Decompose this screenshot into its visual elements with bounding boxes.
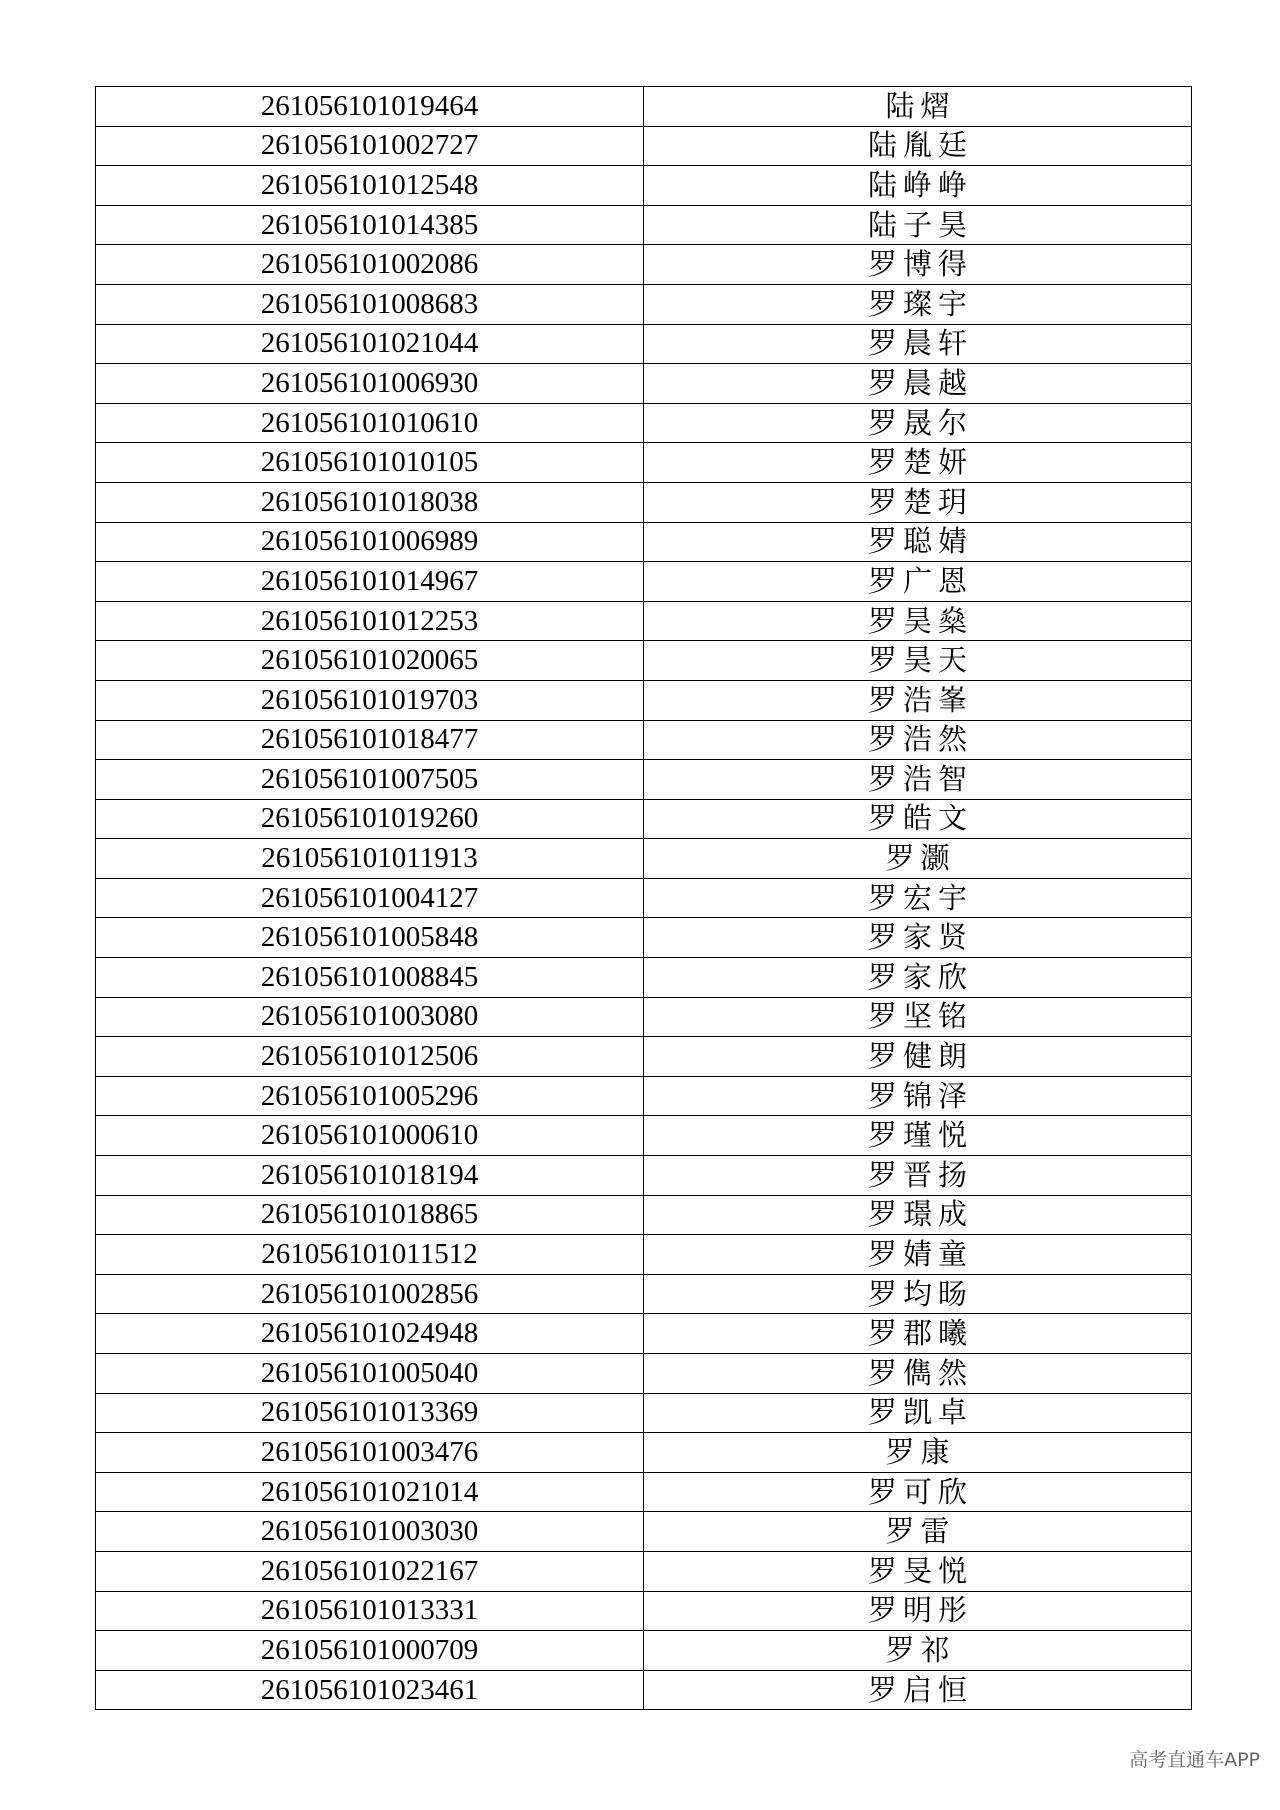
candidate-id-cell: 261056101005848 (96, 918, 644, 958)
table-row (96, 482, 1192, 522)
candidate-name-cell: 罗婧童 (644, 1235, 1192, 1275)
table-row (96, 1472, 1192, 1512)
candidate-id-cell: 261056101003030 (96, 1512, 644, 1552)
candidate-name-cell: 罗锦泽 (644, 1076, 1192, 1116)
candidate-name-cell: 罗晟尔 (644, 403, 1192, 443)
candidate-name-cell: 罗广恩 (644, 562, 1192, 602)
candidate-id-cell: 261056101018865 (96, 1195, 644, 1235)
table-row (96, 1314, 1192, 1354)
candidate-name-cell: 罗康 (644, 1433, 1192, 1473)
candidate-name-cell: 罗可欣 (644, 1472, 1192, 1512)
table-row (96, 1156, 1192, 1196)
table-row (96, 720, 1192, 760)
candidate-id-cell: 261056101002856 (96, 1274, 644, 1314)
table-row (96, 1116, 1192, 1156)
candidate-id-cell: 261056101002086 (96, 245, 644, 285)
table-row (96, 1354, 1192, 1394)
candidate-name-cell: 罗聪婧 (644, 522, 1192, 562)
candidate-id-cell: 261056101011512 (96, 1235, 644, 1275)
table-row (96, 324, 1192, 364)
candidate-name-cell: 罗晋扬 (644, 1156, 1192, 1196)
candidate-table (95, 86, 1192, 1710)
candidate-name-cell: 罗皓文 (644, 799, 1192, 839)
candidate-name-cell: 罗明彤 (644, 1591, 1192, 1631)
candidate-name-cell: 罗晨轩 (644, 324, 1192, 364)
candidate-id-cell: 261056101024948 (96, 1314, 644, 1354)
candidate-id-cell: 261056101019260 (96, 799, 644, 839)
candidate-name-cell: 罗浩峯 (644, 680, 1192, 720)
candidate-name-cell: 罗郡曦 (644, 1314, 1192, 1354)
candidate-name-cell: 罗坚铭 (644, 997, 1192, 1037)
table-row (96, 918, 1192, 958)
candidate-name-cell: 陆峥峥 (644, 166, 1192, 206)
candidate-name-cell: 罗昊天 (644, 641, 1192, 681)
table-row (96, 87, 1192, 127)
candidate-id-cell: 261056101008845 (96, 958, 644, 998)
candidate-id-cell: 261056101013369 (96, 1393, 644, 1433)
table-row (96, 601, 1192, 641)
candidate-id-cell: 261056101012548 (96, 166, 644, 206)
candidate-name-cell: 罗儁然 (644, 1354, 1192, 1394)
candidate-name-cell: 罗璟成 (644, 1195, 1192, 1235)
table-row (96, 1433, 1192, 1473)
candidate-id-cell: 261056101000610 (96, 1116, 644, 1156)
table-row (96, 403, 1192, 443)
candidate-name-cell: 罗启恒 (644, 1670, 1192, 1710)
table-row (96, 997, 1192, 1037)
table-row (96, 958, 1192, 998)
candidate-name-cell: 陆子昊 (644, 205, 1192, 245)
candidate-id-cell: 261056101008683 (96, 284, 644, 324)
candidate-name-cell: 罗雷 (644, 1512, 1192, 1552)
candidate-name-cell: 罗健朗 (644, 1037, 1192, 1077)
candidate-id-cell: 261056101005296 (96, 1076, 644, 1116)
table-row (96, 1512, 1192, 1552)
candidate-id-cell: 261056101022167 (96, 1551, 644, 1591)
candidate-id-cell: 261056101006989 (96, 522, 644, 562)
candidate-id-cell: 261056101004127 (96, 878, 644, 918)
candidate-id-cell: 261056101023461 (96, 1670, 644, 1710)
candidate-id-cell: 261056101003080 (96, 997, 644, 1037)
table-row (96, 1274, 1192, 1314)
candidate-name-cell: 罗家欣 (644, 958, 1192, 998)
table-row (96, 839, 1192, 879)
candidate-name-cell: 罗旻悦 (644, 1551, 1192, 1591)
table-row (96, 1393, 1192, 1433)
candidate-id-cell: 261056101007505 (96, 760, 644, 800)
candidate-id-cell: 261056101014967 (96, 562, 644, 602)
candidate-id-cell: 261056101021044 (96, 324, 644, 364)
table-row (96, 443, 1192, 483)
candidate-name-cell: 罗晨越 (644, 364, 1192, 404)
candidate-name-cell: 罗浩智 (644, 760, 1192, 800)
candidate-id-cell: 261056101005040 (96, 1354, 644, 1394)
table-row (96, 799, 1192, 839)
table-row (96, 245, 1192, 285)
candidate-name-cell: 罗灏 (644, 839, 1192, 879)
candidate-id-cell: 261056101013331 (96, 1591, 644, 1631)
candidate-id-cell: 261056101020065 (96, 641, 644, 681)
candidate-id-cell: 261056101012506 (96, 1037, 644, 1077)
candidate-id-cell: 261056101003476 (96, 1433, 644, 1473)
table-row (96, 284, 1192, 324)
candidate-name-cell: 罗昊燊 (644, 601, 1192, 641)
table-row (96, 1631, 1192, 1671)
table-row (96, 878, 1192, 918)
table-row (96, 1037, 1192, 1077)
table-row (96, 1235, 1192, 1275)
candidate-id-cell: 261056101000709 (96, 1631, 644, 1671)
watermark: 高考直通车APP (1129, 1749, 1260, 1771)
candidate-name-cell: 罗楚妍 (644, 443, 1192, 483)
candidate-name-cell: 罗瑾悦 (644, 1116, 1192, 1156)
candidate-name-cell: 罗均旸 (644, 1274, 1192, 1314)
candidate-name-cell: 陆胤廷 (644, 126, 1192, 166)
candidate-id-cell: 261056101006930 (96, 364, 644, 404)
candidate-name-cell: 罗凯卓 (644, 1393, 1192, 1433)
candidate-name-cell: 罗浩然 (644, 720, 1192, 760)
table-row (96, 126, 1192, 166)
table-row (96, 1076, 1192, 1116)
table-row (96, 562, 1192, 602)
candidate-id-cell: 261056101011913 (96, 839, 644, 879)
table-row (96, 205, 1192, 245)
candidate-table-body (96, 87, 1192, 1710)
table-row (96, 1670, 1192, 1710)
table-row (96, 364, 1192, 404)
candidate-name-cell: 罗宏宇 (644, 878, 1192, 918)
candidate-id-cell: 261056101019703 (96, 680, 644, 720)
candidate-id-cell: 261056101014385 (96, 205, 644, 245)
candidate-id-cell: 261056101010610 (96, 403, 644, 443)
candidate-id-cell: 261056101002727 (96, 126, 644, 166)
candidate-id-cell: 261056101018194 (96, 1156, 644, 1196)
table-row (96, 522, 1192, 562)
candidate-id-cell: 261056101012253 (96, 601, 644, 641)
candidate-id-cell: 261056101018477 (96, 720, 644, 760)
candidate-name-cell: 罗祁 (644, 1631, 1192, 1671)
candidate-id-cell: 261056101018038 (96, 482, 644, 522)
candidate-name-cell: 罗楚玥 (644, 482, 1192, 522)
table-row (96, 1195, 1192, 1235)
candidate-name-cell: 罗璨宇 (644, 284, 1192, 324)
candidate-name-cell: 陆熠 (644, 87, 1192, 127)
table-row (96, 1591, 1192, 1631)
table-row (96, 680, 1192, 720)
candidate-name-cell: 罗家贤 (644, 918, 1192, 958)
table-row (96, 760, 1192, 800)
candidate-id-cell: 261056101010105 (96, 443, 644, 483)
candidate-id-cell: 261056101021014 (96, 1472, 644, 1512)
table-row (96, 166, 1192, 206)
candidate-id-cell: 261056101019464 (96, 87, 644, 127)
table-row (96, 641, 1192, 681)
candidate-name-cell: 罗博得 (644, 245, 1192, 285)
table-row (96, 1551, 1192, 1591)
